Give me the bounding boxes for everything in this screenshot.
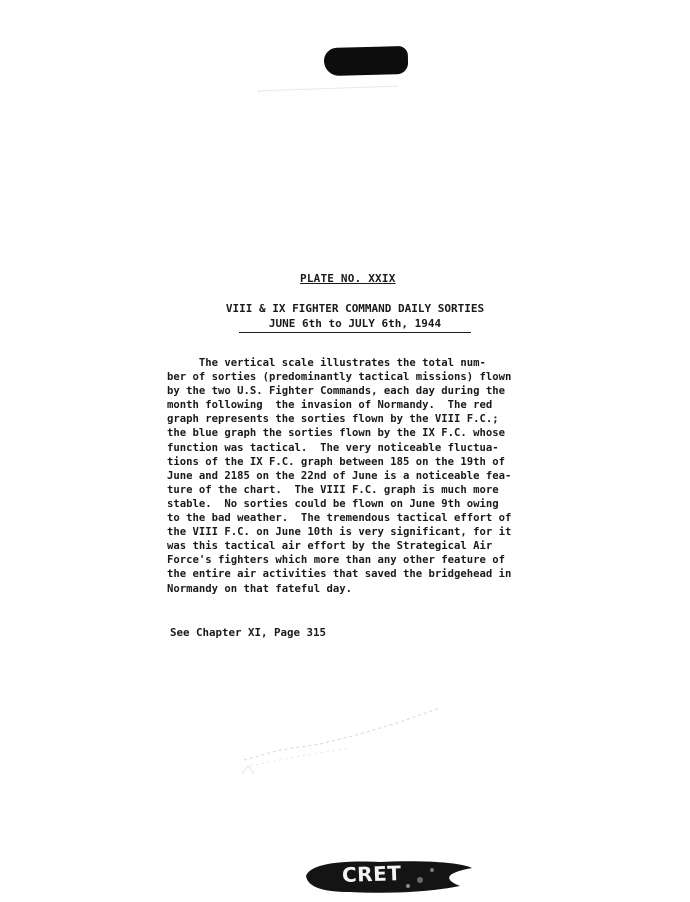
body-line: June and 2185 on the 22nd of June is a noticeable fea- — [167, 469, 512, 482]
body-line: the entire air activities that saved the bridgehead in — [167, 568, 512, 581]
body-line: ber of sorties (predominantly tactical missions) flown — [167, 371, 512, 384]
body-line: by the two U.S. Fighter Commands, each day during the — [167, 385, 506, 398]
body-line: graph represents the sorties flown by the VIII F.C.; — [167, 413, 499, 426]
body-line: month following the invasion of Normandy. The red — [167, 399, 493, 412]
body-line: to the bad weather. The tremendous tactical effort of — [167, 512, 512, 525]
faint-stamp-mark — [258, 86, 398, 106]
body-line: Normandy on that fateful day. — [167, 582, 352, 595]
chapter-reference: See Chapter XI, Page 315 — [170, 626, 327, 639]
secret-stamp — [300, 856, 476, 898]
heading-dates: JUNE 6th to JULY 6th, 1944 — [239, 316, 471, 333]
body-line: the blue graph the sorties flown by the IX F.C. whose — [167, 427, 506, 440]
body-paragraph — [167, 356, 567, 596]
faint-handwriting-mark — [240, 700, 450, 780]
body-line: Force's fighters which more than any other feature of — [167, 554, 506, 567]
body-line: was this tactical air effort by the Strategical Air — [167, 540, 493, 553]
body-line: The vertical scale illustrates the total num- — [167, 357, 486, 369]
redaction-mark-top — [324, 46, 409, 76]
plate-title: PLATE NO. XXIX — [300, 272, 396, 285]
heading-title: VIII & IX FIGHTER COMMAND DAILY SORTIES — [225, 302, 485, 315]
body-line: the VIII F.C. on June 10th is very significant, for it — [167, 526, 512, 539]
body-line: stable. No sorties could be flown on June 9th owing — [167, 497, 499, 510]
body-line: ture of the chart. The VIII F.C. graph is much more — [167, 483, 499, 496]
body-line: function was tactical. The very noticeable fluctua- — [167, 441, 499, 454]
body-line: tions of the IX F.C. graph between 185 on the 19th of — [167, 455, 506, 468]
document-heading — [160, 301, 550, 333]
stamp-text: CRET — [341, 860, 402, 888]
